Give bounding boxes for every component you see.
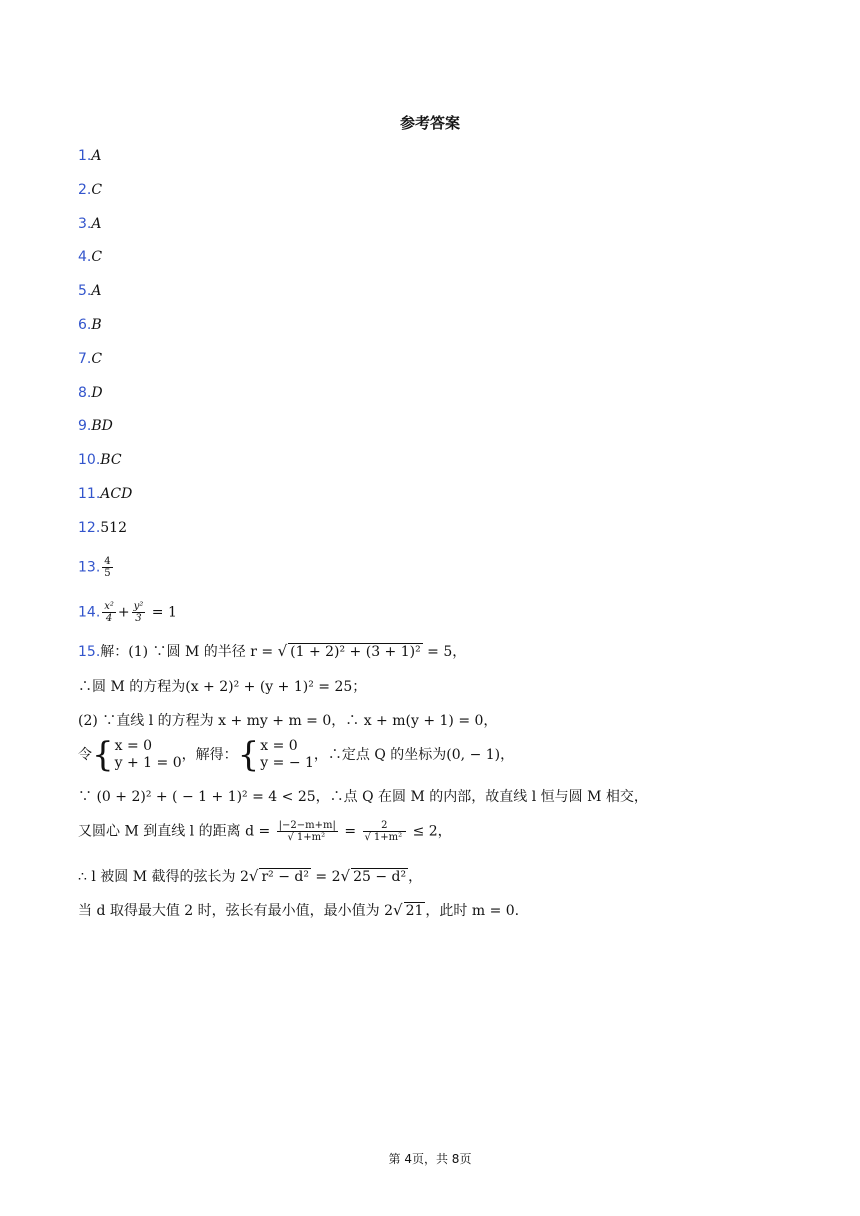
answer-value: 512: [100, 519, 127, 536]
answer-value: BC: [100, 452, 122, 469]
equation-system: { x = 0 y + 1 = 0: [92, 735, 182, 775]
answer-row: [78, 315, 102, 335]
solution-line-5: ∵ (0 + 2)² + ( − 1 + 1)² = 4 < 25，∴点 Q 在圆 M 的内部，故直线 l 恒与圆 M 相交，: [78, 789, 648, 805]
page-footer: 第 4页，共 8页: [388, 1152, 472, 1166]
solution-line-3: (2) ∵直线 l 的方程为 x + my + m = 0，∴ x + m(y + 1) = 0，: [78, 713, 498, 729]
answer-row: [78, 281, 101, 301]
answer-number: 6.: [78, 317, 92, 333]
equation-system-solution: { x = 0 y = − 1: [237, 735, 314, 775]
answer-row: [78, 450, 122, 470]
solution-line-6: 又圆心 M 到直线 l 的距离 d = $\frac{|-2-m+m|}{\text{√ 1+m²}}$ = $\frac{2}{\text{√ 1+m²}}$ ≤ 2，: [78, 820, 452, 843]
distance-fraction: $\frac{|-2-m+m|}{\text{√ 1+m²}}$: [278, 820, 336, 843]
fraction-y: $\frac{\text{y²}}{3}$: [133, 601, 144, 624]
answer-number: 7.: [78, 350, 92, 367]
answer-number: 13.: [78, 559, 101, 576]
answer-row: [78, 180, 102, 200]
answer-value: C: [91, 181, 103, 198]
answer-number: 3.: [78, 215, 92, 232]
answer-14: 14. $\frac{\text{x²}}{4}$ + $\frac{\text{y²}}{3}$ = 1: [78, 601, 177, 624]
answer-row: [78, 247, 102, 267]
answer-number: 11.: [78, 486, 101, 502]
answer-value: A: [91, 283, 102, 300]
solution-line-2: ∴圆 M 的方程为(x + 2)² + (y + 1)² = 25；: [78, 679, 367, 695]
sqrt-expression: (1 + 2)² + (3 + 1)²: [290, 644, 421, 660]
answer-number: 15.: [78, 644, 101, 660]
answer-number: 5.: [78, 283, 92, 300]
page-title: 参考答案: [399, 114, 460, 132]
answer-number: 12.: [78, 519, 101, 536]
answer-row: [78, 214, 101, 234]
answer-row: [78, 146, 101, 166]
answer-row: [78, 518, 127, 538]
answer-row: [78, 416, 113, 436]
answer-number: 1.: [78, 148, 92, 164]
distance-fraction-simplified: $\frac{2}{\text{√ 1+m²}}$: [363, 820, 407, 843]
answer-value: C: [91, 249, 103, 266]
answer-value: A: [91, 148, 102, 164]
answer-value: D: [91, 384, 103, 401]
fraction: $\frac{4}{5}$: [104, 556, 111, 579]
answer-number: 4.: [78, 249, 92, 266]
solution-line-7: ∴ l 被圆 M 截得的弦长为 2√ r² − d² = 2√ 25 − d² ，: [78, 867, 423, 885]
answer-number: 2.: [78, 181, 92, 198]
answer-value: ACD: [100, 486, 133, 502]
answer-value: B: [91, 317, 102, 333]
answer-number: 8.: [78, 384, 92, 401]
solution-line-4: 令 { x = 0 y + 1 = 0 ，解得： { x = 0 y = − 1 ，∴定点 Q 的坐标为(0, − 1)，: [78, 735, 515, 775]
answer-13: [78, 556, 115, 579]
answer-row: [78, 349, 102, 369]
answer-number: 10.: [78, 452, 101, 469]
answer-number: 9.: [78, 418, 92, 435]
answer-value: C: [91, 350, 103, 367]
solution-line-8: 当 d 取得最大值 2 时，弦长有最小值，最小值为 2√ 21 ，此时 m = 0.: [78, 901, 520, 919]
solution-line-1: 15.解：(1) ∵圆 M 的半径 r = √ (1 + 2)² + (3 + 1)² = 5，: [78, 642, 467, 660]
answer-row: [78, 484, 132, 504]
answer-value: A: [91, 215, 102, 232]
answer-value: BD: [91, 418, 113, 435]
fraction-x: $\frac{\text{x²}}{4}$: [104, 601, 114, 624]
answer-number: 14.: [78, 604, 101, 621]
answer-row: [78, 383, 103, 403]
